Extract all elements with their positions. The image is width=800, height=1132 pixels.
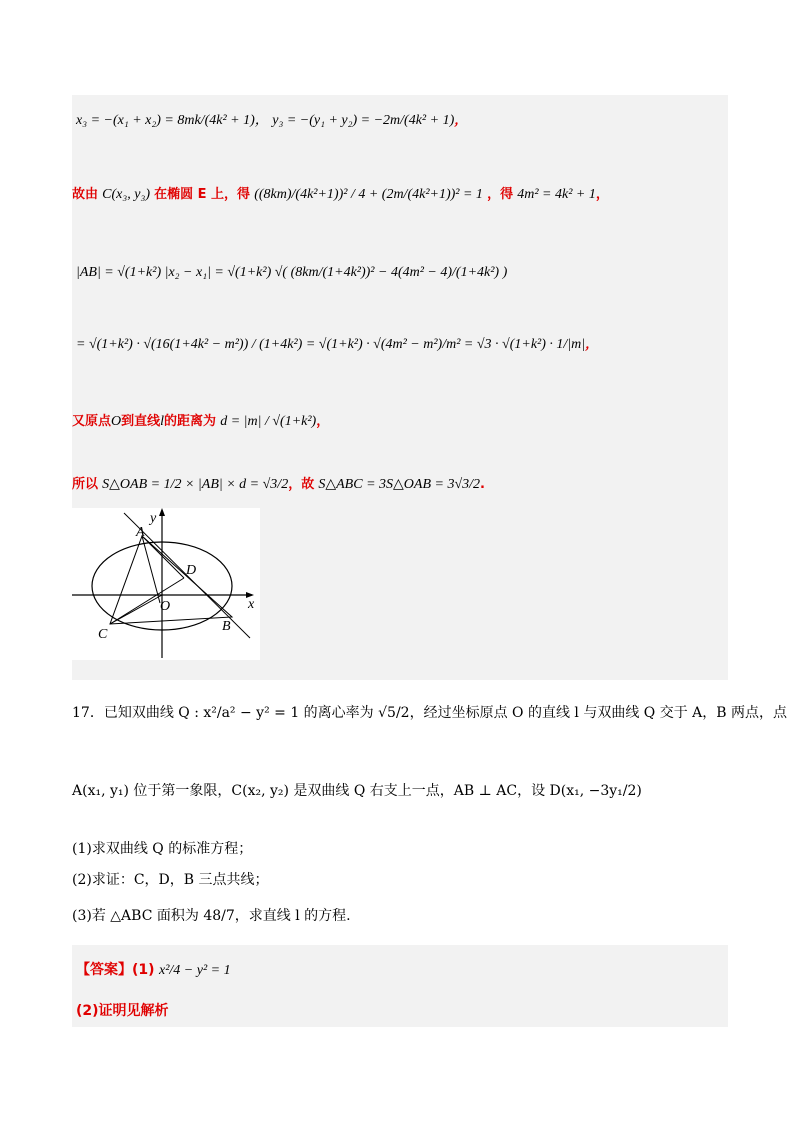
line6-mid: ，故 [288,477,315,492]
line5-mid2: 的距离为 [164,414,217,429]
label-o: O [160,599,171,614]
solution-line-x3-y3 [76,109,467,129]
origin-o: O [111,414,122,429]
line2-mid: 在椭圆 E 上，得 [154,187,251,202]
line2-mid2: ，得 [487,187,514,202]
y-axis-arrow [159,508,165,516]
m-k-relation: 4m² = 4k² + 1 [517,187,596,202]
solution-line-ab-simplified [76,333,598,353]
ab-simplified-equation: = √(1+k²) · √(16(1+4k² − m²)) / (1+4k²) = √(1+k²) · √(4m² − m²)/m² = √3 · √(1+k²) · 1/|m| [76,337,586,352]
ellipse-figure [72,508,260,660]
answer-label: 【答案】(1) [76,962,155,978]
line2-tail: ， [595,187,609,202]
line2-prefix: 故由 [72,187,99,202]
problem-statement-2: A(x₁, y₁) 位于第一象限，C(x₂, y₂) 是双曲线 Q 右支上一点，AB ⊥ AC，设 D(x₁, −3y₁/2) [72,783,642,799]
solution-line-area [72,473,485,493]
question-3 [72,905,351,925]
area-oab-equation: S△OAB = 1/2 × |AB| × d = √3/2 [102,477,289,492]
label-y: y [150,511,157,526]
solution-line-ab-length [76,265,507,281]
question-2 [72,869,269,889]
area-abc-equation: S△ABC = 3S△OAB = 3√3/2 [318,477,481,492]
answer-part2: (2)证明见解析 [76,1003,169,1019]
line-l: l [160,414,165,429]
line6-prefix: 所以 [72,477,99,492]
solution-line-distance [72,410,329,430]
distance-equation: d = |m| / √(1+k²) [220,414,317,429]
line6-tail: . [480,477,485,492]
line5-mid: 到直线 [121,414,161,429]
answer-line-2 [76,1000,169,1020]
answer-line-1 [76,959,231,979]
question-3-text: (3)若 △ABC 面积为 48/7，求直线 l 的方程. [72,908,351,924]
question-2-text: (2)求证：C，D，B 三点共线； [72,872,269,888]
label-b: B [222,619,231,634]
line4-tail: ， [585,337,599,352]
solution-line-ellipse-condition [72,183,609,203]
answer-panel [72,945,728,1027]
line5-prefix: 又原点 [72,414,112,429]
ellipse-substitution-equation: ((8km)/(4k²+1))² / 4 + (2m/(4k²+1))² = 1 [254,187,483,202]
label-x: x [248,597,255,612]
question-1 [72,838,252,858]
solution-panel [72,95,728,680]
line5-tail: ， [316,414,330,429]
point-c: C(x₃, y₃) [102,187,150,202]
problem-line-1 [72,702,787,722]
label-d: D [186,563,197,578]
problem-line-2 [72,780,642,800]
x3-y3-equation: x₃ = −(x₁ + x₂) = 8mk/(4k² + 1)， y₃ = −(y₁ + y₂) = −2m/(4k² + 1) [76,113,455,128]
question-1-text: (1)求双曲线 Q 的标准方程； [72,841,253,857]
label-c: C [98,627,108,642]
ellipse-diagram [72,508,260,660]
ab-length-equation: |AB| = √(1+k²) |x₂ − x₁| = √(1+k²) √( (8km/(1+4k²))² − 4(4m² − 4)/(1+4k²) ) [76,265,508,280]
triangle-abc [110,536,232,624]
line1-tail: ， [454,113,468,128]
label-a: A [136,525,145,540]
problem-statement-1: 17．已知双曲线 Q : x²/a² − y² = 1 的离心率为 √5/2，经过坐标原点 O 的直线 l 与双曲线 Q 交于 A，B 两点，点 [72,705,788,721]
answer-equation: x²/4 − y² = 1 [159,963,231,978]
segment-cd [110,578,184,624]
